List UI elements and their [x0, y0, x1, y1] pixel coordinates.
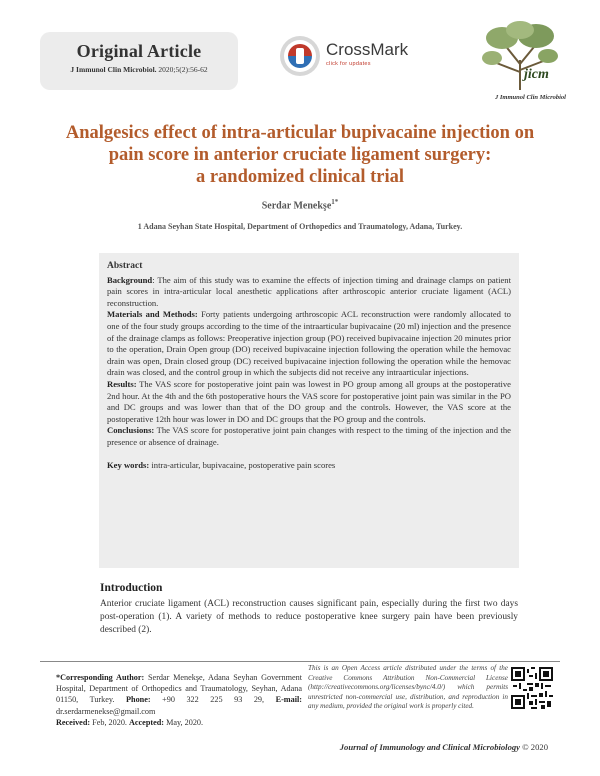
abstract-results: Results: The VAS score for postoperative joint pain was lowest in PO group among all groups at the postoperative 2nd hour. At the 4th and the 6th postoperative hours the VAS score for postoperative joint pain was similar in the PO and DC groups and was lower than that of the DO group and the controls. However, the VAS score at the postoperative 12th hour was lower in DO and DC groups that the PO group and the controls.	[107, 378, 511, 424]
crossmark-icon	[278, 34, 322, 78]
crossmark-title: CrossMark	[326, 40, 409, 59]
crossmark-subtitle: click for updates	[326, 61, 371, 67]
abstract-heading: Abstract	[107, 261, 143, 271]
article-title: Analgesics effect of intra-articular bupivacaine injection on pain score in anterior cruciate ligament surgery: a randomized clinical trial	[65, 123, 535, 187]
journal-footer: Journal of Immunology and Clinical Microbiology © 2020	[339, 742, 548, 752]
introduction-heading: Introduction	[100, 582, 163, 594]
email-link[interactable]: dr.serdarmenekse@gmail.com	[56, 706, 156, 716]
logo-text: jicm	[524, 67, 549, 82]
footer-divider	[40, 661, 560, 662]
citation: J Immunol Clin Microbiol. 2020;5(2):56-62	[70, 65, 208, 74]
article-type-box	[40, 32, 238, 90]
keywords: Key words: intra-articular, bupivacaine, postoperative pain scores	[107, 459, 336, 470]
abstract-background: Background: The aim of this study was to examine the effects of injection timing and drainage clamps on patient pain scores in intra-articular local anesthetic applications after arthroscopic anterior cruciate ligament (ACL) reconstruction.	[107, 274, 511, 308]
corresponding-author: *Corresponding Author: Serdar Menekşe, Adana Seyhan Government Hospital, Department of Orthopedics and Traumatology, Seyhan, Adana 01150, Turkey. Phone: +90 322 225 93 29, E-mail: dr.serdarmenekse@gmail.com Received: Feb, 2020. Accepted: May, 2020.	[56, 673, 302, 727]
abstract-box	[99, 253, 519, 568]
qr-code-icon[interactable]	[511, 667, 553, 709]
article-type: Original Article	[76, 41, 202, 61]
introduction-text: Anterior cruciate ligament (ACL) reconstruction causes significant pain, especially during the first two days post-operation (1). A variety of methods to reduce postoperative knee surgery pain have been previously described (2).	[100, 599, 518, 635]
abstract-methods: Materials and Methods: Forty patients undergoing arthroscopic ACL reconstruction were randomly allocated to one of the four study groups according to the time of the intraarticular bupivacaine (20 ml) injection and the presence of the drainage clamps as follows: Preoperative injection group (PO) received bupivacaine injection 20 minutes prior to the operation, Drain Open group (DO) received bupivacaine injection following the operation while the hemovac drain was open, Drain closed group (DC) received bupivacaine injection following the operation while the hemovac drain was closed, and the control group in which the subjects did not receive any intraarticular injections.	[107, 309, 511, 378]
open-access-notice: This is an Open Access article distributed under the terms of the Creative Commons Attribution Non-Commercial License (http://creativecommons.org/licenses/bync/4.0/) which permits unrestricted non-commercial use, distribution, and reproduction in any medium, provided the original work is properly cited.	[308, 664, 508, 711]
journal-logo-icon	[480, 20, 560, 92]
author: Serdar Menekşe$^{1*}$	[261, 198, 339, 212]
abstract-conclusions: Conclusions: The VAS score for postoperative joint pain changes with respect to the timing of the injection and the presence or absence of drainage.	[107, 425, 511, 447]
logo-caption: J Immunol Clin Microbiol	[495, 94, 566, 101]
affiliation: 1 Adana Seyhan State Hospital, Department of Orthopedics and Traumatology, Adana, Turkey.	[137, 222, 463, 231]
crossmark-badge[interactable]	[278, 32, 418, 78]
